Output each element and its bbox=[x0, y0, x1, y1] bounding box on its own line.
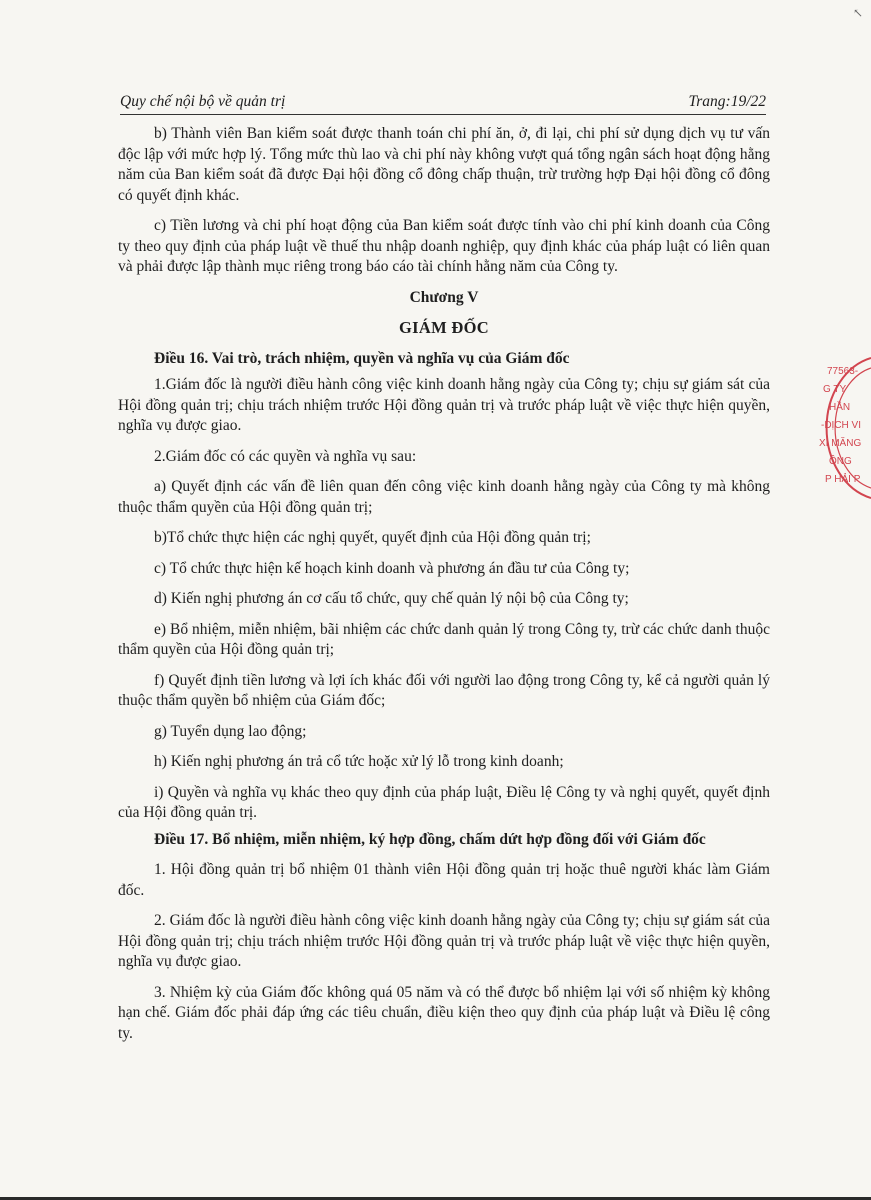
article-17-item-1: 1. Hội đồng quản trị bổ nhiệm 01 thành viên Hội đồng quản trị hoặc thuê người khác làm Giám đốc. bbox=[118, 861, 770, 899]
chapter-number: Chương V bbox=[409, 288, 479, 306]
chapter-name: GIÁM ĐỐC bbox=[399, 318, 489, 337]
document-body bbox=[118, 124, 770, 1054]
page-header bbox=[120, 93, 766, 115]
article-16-paragraph-2: 2.Giám đốc có các quyền và nghĩa vụ sau: bbox=[154, 447, 417, 465]
article-17-title: Điều 17. Bổ nhiệm, miễn nhiệm, ký hợp đồng, chấm dứt hợp đồng đối với Giám đốc bbox=[154, 830, 706, 848]
article-17-item-3: 3. Nhiệm kỳ của Giám đốc không quá 05 năm và có thể được bổ nhiệm lại với số nhiệm kỳ không hạn chế. Giám đốc phải đáp ứng các tiêu chuẩn, điều kiện theo quy định của pháp luật và Điều lệ công ty. bbox=[118, 983, 770, 1042]
article-16-item-c: c) Tổ chức thực hiện kế hoạch kinh doanh và phương án đầu tư của Công ty; bbox=[154, 559, 630, 577]
paragraph-c: c) Tiền lương và chi phí hoạt động của Ban kiểm soát được tính vào chi phí kinh doanh của Công ty theo quy định của pháp luật về thuế thu nhập doanh nghiệp, quy định khác của pháp luật có liên quan và phải được lập thành mục riêng trong báo cáo tài chính hằng năm của Công ty. bbox=[118, 217, 770, 275]
seal-text-line: -DỊCH VI bbox=[821, 420, 861, 431]
article-16-paragraph-1: 1.Giám đốc là người điều hành công việc kinh doanh hằng ngày của Công ty; chịu sự giám sát của Hội đồng quản trị; chịu trách nhiệm trước Hội đồng quản trị và trước pháp luật về việc thực hiện quyền, nghĩa vụ được giao. bbox=[118, 376, 770, 434]
article-16-item-a: a) Quyết định các vấn đề liên quan đến công việc kinh doanh hằng ngày của Công ty mà không thuộc thẩm quyền của Hội đồng quản trị; bbox=[118, 478, 770, 516]
company-seal bbox=[805, 352, 871, 502]
article-16-item-e: e) Bổ nhiệm, miễn nhiệm, bãi nhiệm các chức danh quản lý trong Công ty, trừ các chức danh thuộc thẩm quyền của Hội đồng quản trị; bbox=[118, 620, 770, 658]
seal-text-line: ÔNG bbox=[829, 456, 852, 467]
article-16-item-h: h) Kiến nghị phương án trả cổ tức hoặc xử lý lỗ trong kinh doanh; bbox=[154, 753, 564, 770]
article-16-item-b: b)Tổ chức thực hiện các nghị quyết, quyết định của Hội đồng quản trị; bbox=[154, 529, 591, 546]
paragraph-b: b) Thành viên Ban kiểm soát được thanh toán chi phí ăn, ở, đi lại, chi phí sử dụng dịch vụ tư vấn độc lập với mức hợp lý. Tổng mức thù lao và chi phí này không vượt quá tổng ngân sách hoạt động hằng năm của Ban kiểm soát đã được Đại hội đồng cổ đông chấp thuận, trừ trường hợp Đại hội đồng cổ đông có quyết định khác. bbox=[118, 125, 770, 204]
article-16-item-f: f) Quyết định tiền lương và lợi ích khác đối với người lao động trong Công ty, kể cả người quản lý thuộc thẩm quyền bổ nhiệm của Giám đốc; bbox=[118, 671, 770, 709]
seal-text-line: P HẢI P bbox=[825, 474, 861, 485]
article-16-item-d: d) Kiến nghị phương án cơ cấu tổ chức, quy chế quản lý nội bộ của Công ty; bbox=[154, 590, 629, 607]
article-16-item-g: g) Tuyển dụng lao động; bbox=[154, 722, 307, 740]
article-16-title: Điều 16. Vai trò, trách nhiệm, quyền và nghĩa vụ của Giám đốc bbox=[154, 349, 570, 367]
seal-text-line: G TY bbox=[823, 384, 847, 395]
page-number: Trang:19/22 bbox=[688, 93, 766, 110]
article-16-item-i: i) Quyền và nghĩa vụ khác theo quy định của pháp luật, Điều lệ Công ty và nghị quyết, quyết định của Hội đồng quản trị. bbox=[118, 783, 770, 821]
corner-mark: ↖ bbox=[852, 6, 863, 20]
article-17-item-2: 2. Giám đốc là người điều hành công việc kinh doanh hằng ngày của Công ty; chịu sự giám sát của Hội đồng quản trị; chịu trách nhiệm trước Hội đồng quản trị và trước pháp luật về việc thực hiện quyền, nghĩa vụ được giao. bbox=[118, 912, 770, 970]
seal-text-line: HẦN bbox=[829, 402, 851, 413]
seal-text-line: XI MĂNG bbox=[819, 438, 862, 449]
document-title: Quy chế nội bộ về quản trị bbox=[120, 93, 286, 110]
seal-text-line: 77563- bbox=[827, 366, 859, 377]
